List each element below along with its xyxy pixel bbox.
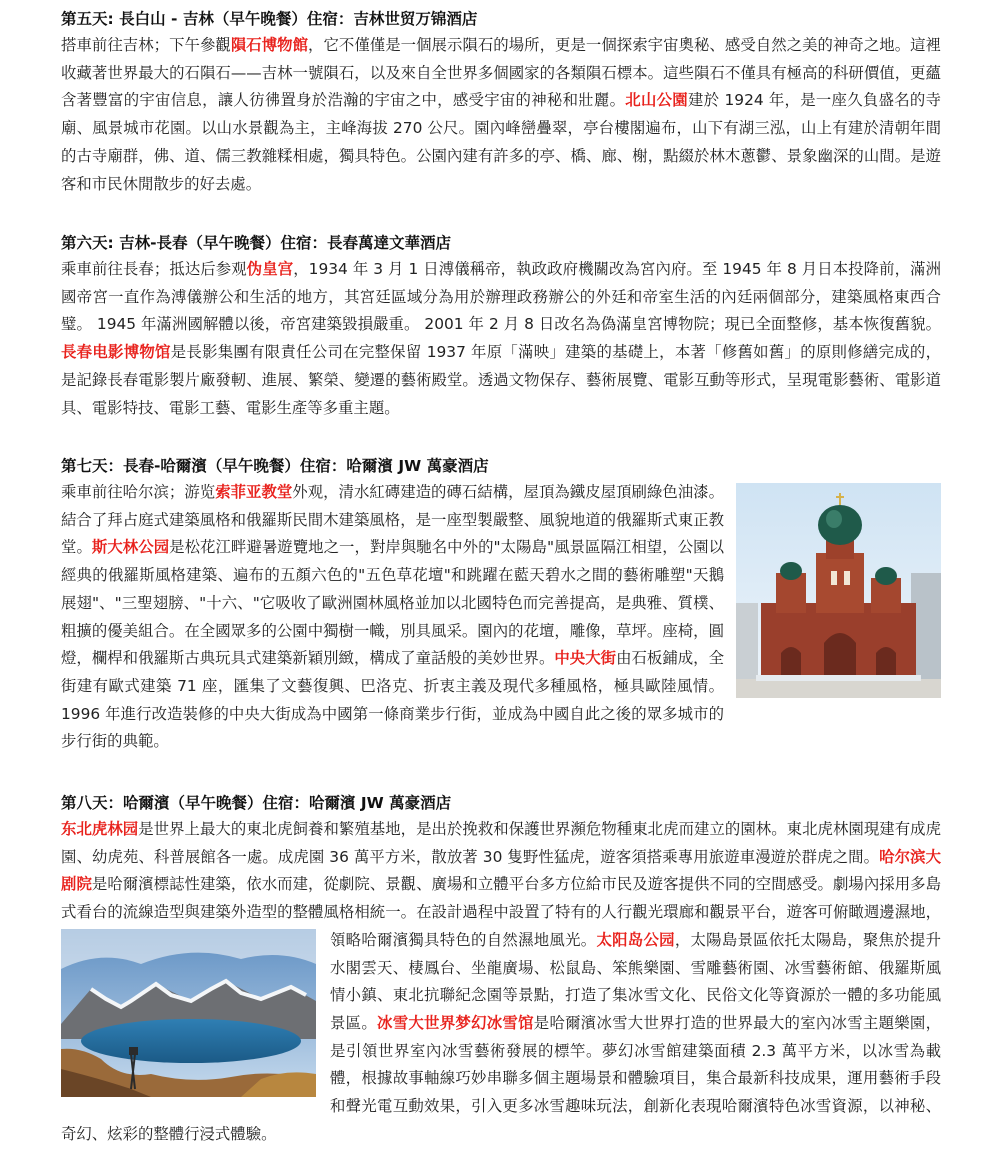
day6-text-2: ，1934 年 3 月 1 日溥儀稱帝，執政政府機關改為宮內府。至 1945 年 8 月日本投降前，滿洲國帝宮一直作為溥儀辦公和生活的地方，其宮廷區域分為用於辦理政務辦公的外廷和帝室生活的內廷兩個部分，建築風格東西合璧。 1945 年滿洲國解體以後，帝宮建築毀損嚴重。 2001 年 2 月 8 日改名為偽滿皇宮博物院；現已全面整修，基本恢復舊貌。 [61, 260, 941, 334]
day5-section [61, 8, 941, 198]
day8-text-3: ，太陽島景區依托太陽島，聚焦於提升水閣雲天、棲鳳台、坐龍廣場、松鼠島、笨熊樂園、雪雕藝術園、冰雪藝術館、俄羅斯風情小鎮、東北抗聯紀念園等景點，打造了集冰雪文化、民俗文化等資源於一體的多功能風景區。 [330, 930, 941, 1032]
day6-text-1: 乘車前往長春；抵达后参观 [61, 260, 247, 278]
day8-section [61, 792, 941, 1148]
day8-text-4: 是哈爾濱冰雪大世界打造的世界最大的室內冰雪主題樂園，是引領世界室內冰雪藝術發展的標竿。夢幻冰雪館建築面積 2.3 萬平方米，以冰雪為載體，根據故事軸線巧妙串聯多個主題場景和體驗項目，集合最新科技成果，運用藝術手段和聲光電互動效果，引入更多冰雪趣味玩法，創新化表現哈爾濱特色冰雪資源，以神秘、奇幻、炫彩的整體行浸式體驗。 [61, 1013, 941, 1143]
day7-text-2: 外观，清水紅磚建造的磚石結構，屋頂為鐵皮屋頂刷綠色油漆。結合了拜占庭式建築風格和俄羅斯民間木建築風格，是一座型製嚴整、風貌地道的俄羅斯式東正教堂。 [61, 483, 724, 557]
ice-snow-hall-highlight: 冰雪大世界梦幻冰雪馆 [377, 1013, 534, 1032]
day7-text-1: 乘車前往哈尔滨；游览 [61, 483, 216, 501]
central-street-highlight: 中央大街 [554, 649, 617, 668]
day8-paragraph [61, 816, 941, 1148]
day5-title: 第五天: 長白山 - 吉林（早午晚餐）住宿：吉林世贸万锦酒店 [61, 10, 478, 28]
sun-island-highlight: 太阳岛公园 [596, 930, 675, 949]
heaven-lake-image [61, 929, 316, 1097]
day7-text-3: 是松花江畔避暑遊覽地之一，對岸與馳名中外的"太陽島"風景區隔江相望，公園以經典的俄羅斯風格建築、遍布的五顏六色的"五色草花壇"和跳躍在藍天碧水之間的藝術雕塑"天鵝展翅"、"三聖翅膀、"十六、"它吸收了歐洲園林風格並加以北國特色而完善提高，是典雅、質樸、粗擴的優美組合。在全國眾多的公園中獨樹一幟，別具風采。園內的花壇，雕像，草坪。座椅，圓燈，欄桿和俄羅斯古典玩具式建築新穎別緻，構成了童話般的美妙世界。 [61, 538, 724, 668]
day5-paragraph [61, 32, 941, 198]
day6-section [61, 232, 941, 422]
sofia-cathedral-image [736, 483, 941, 698]
heaven-lake-photo [61, 929, 316, 1097]
stalin-park-highlight: 斯大林公园 [91, 538, 170, 557]
meteorite-museum-highlight: 隕石博物館 [230, 36, 309, 54]
day5-text-3: 建於 1924 年，是一座久負盛名的寺廟、風景城市花園。以山水景觀為主，主峰海拔 270 公尺。園內峰巒疊翠，亭台樓閣遍布，山下有湖三泓，山上有建於清朝年間的古寺廟群，佛、道、儒三教雜糅相處，獨具特色。公園內建有許多的亭、橋、廊、榭，點綴於林木蔥鬱、景象幽深的山間。是遊客和市民休閒散步的好去處。 [61, 91, 941, 193]
day8-text-2: 是哈爾濱標誌性建築，依水而建，從劇院、景觀、廣場和立體平台多方位給市民及遊客提供不同的空間感受。劇場內採用多島式看台的流線造型與建築外造型的整體風格相統一。在設計過程中設置了特有的人行觀光環廊和觀景平台，遊客可俯瞰週邊濕地，領略哈爾濱獨具特色的自然濕地風光。 [61, 875, 941, 949]
day8-text-1: 是世界上最大的東北虎飼養和繁殖基地，是出於挽救和保護世界瀕危物種東北虎而建立的園林。東北虎林園現建有成虎園、幼虎苑、科普展館各一處。成虎園 36 萬平方米，散放著 30 隻野性猛虎，遊客須搭乘專用旅遊車漫遊於群虎之間。 [61, 820, 941, 866]
day7-section [61, 455, 941, 756]
day7-title: 第七天：長春-哈爾濱（早午晚餐）住宿：哈爾濱 JW 萬豪酒店 [61, 457, 489, 475]
puppet-palace-highlight: 伪皇宫 [246, 260, 294, 278]
day6-title: 第六天: 吉林-長春（早午晚餐）住宿：長春萬達文華酒店 [61, 234, 452, 252]
beishan-park-highlight: 北山公園 [625, 91, 688, 110]
day5-text-1: 搭車前往吉林；下午參觀 [61, 36, 231, 54]
sofia-church-highlight: 索菲亚教堂 [215, 483, 293, 501]
day5-text-2: ，它不僅僅是一個展示隕石的場所，更是一個探索宇宙奧秘、感受自然之美的神奇之地。這裡收藏著世界最大的石隕石——吉林一號隕石，以及來自全世界多個國家的各類隕石標本。這些隕石不僅具有極高的科研價值，更蘊含著豐富的宇宙信息，讓人彷彿置身於浩瀚的宇宙之中，感受宇宙的神秘和壯麗。 [61, 36, 941, 110]
day6-text-3: 是長影集團有限責任公司在完整保留 1937 年原「滿映」建築的基礎上，本著「修舊如舊」的原則修繕完成的，是記錄長春電影製片廠發軔、進展、繁榮、變遷的藝術殿堂。透過文物保存、藝術展覽、電影互動等形式，呈現電影藝術、電影道具、電影特技、電影工藝、電影生產等多重主題。 [61, 343, 941, 417]
day6-paragraph [61, 256, 941, 422]
day8-title: 第八天：哈爾濱（早午晚餐）住宿：哈爾濱 JW 萬豪酒店 [61, 794, 452, 812]
day7-paragraph [61, 479, 941, 756]
film-museum-highlight: 長春电影博物馆 [61, 343, 171, 362]
sofia-cathedral-photo [736, 483, 941, 698]
day7-text-4: 由石板鋪成，全街建有歐式建築 71 座，匯集了文藝復興、巴洛克、折衷主義及現代多種風格，極具歐陸風情。 1996 年進行改造裝修的中央大街成為中國第一條商業步行街，並成為中國自此之後的眾多城市的步行街的典範。 [61, 649, 724, 751]
tiger-park-highlight: 东北虎林园 [61, 820, 139, 838]
grand-theatre-highlight: 哈尔滨大剧院 [61, 847, 941, 894]
